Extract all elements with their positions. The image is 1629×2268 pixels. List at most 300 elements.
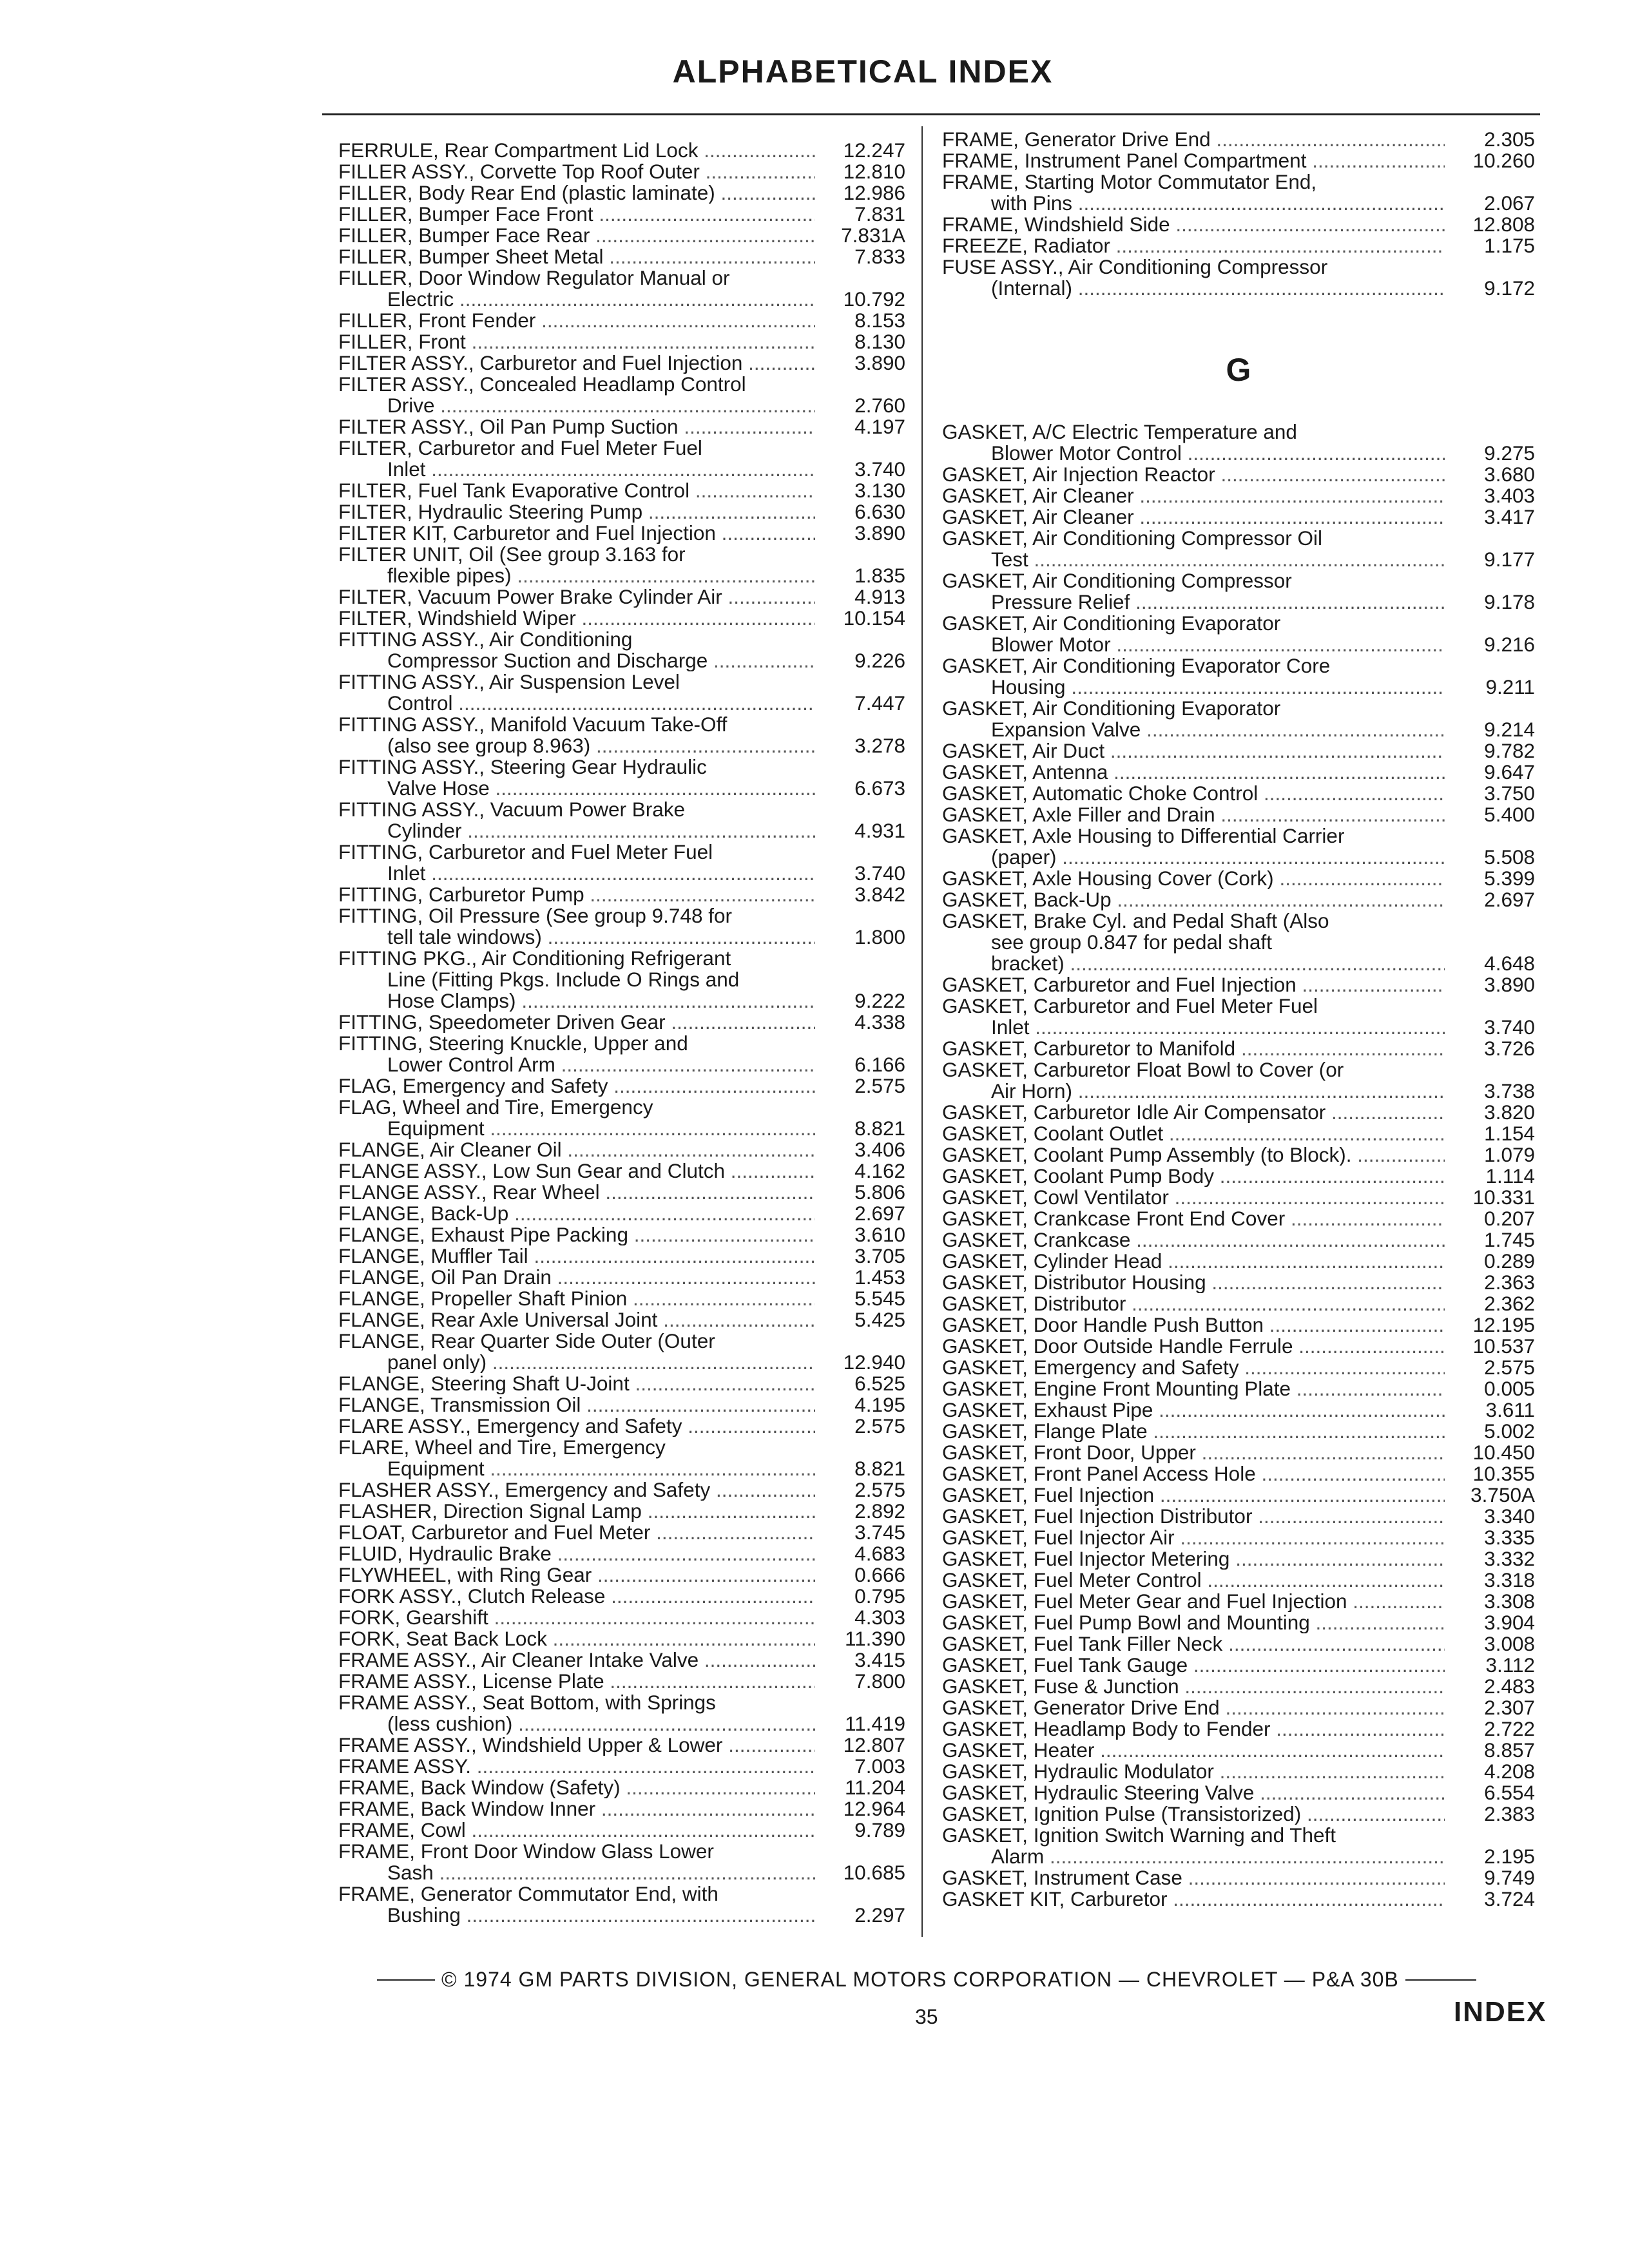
index-entry xyxy=(338,310,905,331)
entry-description xyxy=(338,1798,815,1820)
entry-term: FLANGE, Transmission Oil xyxy=(338,1394,581,1416)
index-entry xyxy=(942,129,1535,150)
entry-description xyxy=(942,1655,1445,1676)
entry-term: FRAME, Back Window (Safety) xyxy=(338,1777,621,1798)
entry-page-ref: 4.162 xyxy=(854,1159,905,1182)
entry-term: GASKET, Fuel Injection xyxy=(942,1485,1155,1506)
entry-page-ref: 9.749 xyxy=(1484,1866,1535,1889)
entry-description xyxy=(942,171,1445,214)
entry-term: GASKET, Air Duct xyxy=(942,740,1105,762)
entry-term: FILTER, Fuel Tank Evaporative Control xyxy=(338,480,690,501)
entry-description xyxy=(338,1649,815,1671)
index-entry xyxy=(942,889,1535,910)
entry-description xyxy=(338,948,815,1012)
entry-page-ref: 2.383 xyxy=(1484,1802,1535,1825)
index-entry xyxy=(942,1038,1535,1059)
entry-page-ref: 3.724 xyxy=(1484,1887,1535,1910)
entry-continuation: Inlet xyxy=(991,1015,1030,1038)
entry-description xyxy=(338,629,815,671)
entry-continuation: Control xyxy=(387,691,453,714)
entry-term: FRAME ASSY., License Plate xyxy=(338,1671,604,1692)
entry-description xyxy=(942,1485,1445,1506)
entry-description xyxy=(338,1033,815,1075)
entry-description xyxy=(338,1735,815,1756)
entry-description xyxy=(942,1867,1445,1888)
entry-page-ref: 4.683 xyxy=(854,1542,905,1565)
entry-term: GASKET, Fuel Tank Gauge xyxy=(942,1655,1188,1676)
entry-page-ref: 10.331 xyxy=(1472,1186,1535,1209)
index-entry xyxy=(338,140,905,161)
entry-description xyxy=(942,1272,1445,1293)
entry-description xyxy=(338,140,815,161)
entry-page-ref: 2.067 xyxy=(1484,191,1535,215)
index-entry xyxy=(338,1012,905,1033)
index-entry xyxy=(338,267,905,310)
entry-continuation: bracket) xyxy=(991,952,1065,974)
entry-page-ref: 9.211 xyxy=(1485,675,1535,698)
entry-description xyxy=(942,256,1445,299)
entry-description xyxy=(942,1357,1445,1378)
entry-page-ref: 2.483 xyxy=(1484,1675,1535,1698)
entry-continuation: Inlet xyxy=(387,457,426,480)
index-entry xyxy=(338,1735,905,1756)
entry-term: FITTING ASSY., Manifold Vacuum Take-Off xyxy=(338,714,728,736)
entry-continuation: (Internal) xyxy=(991,276,1073,299)
entry-page-ref: 5.400 xyxy=(1484,803,1535,826)
entry-term: FITTING ASSY., Steering Gear Hydraulic xyxy=(338,756,707,778)
entry-page-ref: 8.130 xyxy=(854,330,905,353)
index-entry xyxy=(942,1633,1535,1655)
entry-page-ref: 2.575 xyxy=(854,1074,905,1097)
entry-term: GASKET, Crankcase xyxy=(942,1229,1131,1251)
entry-page-ref: 3.318 xyxy=(1484,1568,1535,1591)
entry-term: FILLER ASSY., Corvette Top Roof Outer xyxy=(338,161,700,182)
entry-continuation: Lower Control Arm xyxy=(387,1053,555,1075)
entry-page-ref: 8.153 xyxy=(854,309,905,332)
entry-description xyxy=(942,1251,1445,1272)
entry-continuation: Alarm xyxy=(991,1845,1045,1867)
index-entry xyxy=(338,1883,905,1926)
entry-page-ref: 3.904 xyxy=(1484,1611,1535,1634)
index-entry xyxy=(942,1463,1535,1485)
entry-term: FREEZE, Radiator xyxy=(942,235,1110,256)
entry-continuation: Equipment xyxy=(387,1117,485,1139)
entry-page-ref: 8.821 xyxy=(854,1117,905,1140)
entry-description xyxy=(338,225,815,246)
entry-term: FERRULE, Rear Compartment Lid Lock xyxy=(338,140,699,161)
entry-continuation: panel only) xyxy=(387,1350,487,1373)
entry-term: FILTER, Vacuum Power Brake Cylinder Air xyxy=(338,586,722,608)
entry-description xyxy=(338,1820,815,1841)
entry-term: GASKET, Air Conditioning Compressor Oil xyxy=(942,528,1322,550)
entry-description xyxy=(942,655,1445,698)
index-entry xyxy=(338,1628,905,1649)
entry-term: GASKET, Fuel Injection Distributor xyxy=(942,1506,1253,1527)
index-entry xyxy=(942,1570,1535,1591)
entry-page-ref: 9.216 xyxy=(1484,633,1535,656)
index-entry xyxy=(338,948,905,1012)
entry-continuation: flexible pipes) xyxy=(387,564,512,586)
entry-description xyxy=(338,1841,815,1883)
entry-description xyxy=(942,910,1445,974)
entry-term: GASKET, Air Injection Reactor xyxy=(942,464,1215,485)
index-entry xyxy=(942,1655,1535,1676)
entry-description xyxy=(338,161,815,182)
index-entry xyxy=(942,1867,1535,1888)
entry-page-ref: 10.792 xyxy=(843,287,905,311)
entry-page-ref: 2.892 xyxy=(854,1499,905,1523)
entry-term: FRAME ASSY., Windshield Upper & Lower xyxy=(338,1735,723,1756)
entry-term: FLANGE, Rear Quarter Side Outer (Outer xyxy=(338,1331,715,1352)
index-entry xyxy=(942,171,1535,214)
section-letter-g: G xyxy=(1226,352,1251,388)
entry-continuation: with Pins xyxy=(991,191,1073,214)
entry-page-ref: 3.740 xyxy=(854,457,905,481)
entry-term: GASKET, Flange Plate xyxy=(942,1421,1148,1442)
entry-term: FLARE ASSY., Emergency and Safety xyxy=(338,1416,682,1437)
header-rule xyxy=(322,113,1540,115)
index-entry xyxy=(338,1543,905,1564)
entry-description xyxy=(338,1245,815,1267)
index-entry xyxy=(942,1123,1535,1144)
entry-description xyxy=(942,485,1445,506)
entry-description xyxy=(942,464,1445,485)
entry-term: FLANGE, Back-Up xyxy=(338,1203,509,1224)
index-entry xyxy=(942,1803,1535,1825)
entry-term: FILTER ASSY., Carburetor and Fuel Injection xyxy=(338,352,743,374)
entry-description xyxy=(942,762,1445,783)
entry-page-ref: 12.195 xyxy=(1472,1313,1535,1336)
index-entry xyxy=(338,1841,905,1883)
entry-term: FLUID, Hydraulic Brake xyxy=(338,1543,552,1564)
entry-page-ref: 10.537 xyxy=(1472,1334,1535,1358)
entry-continuation: Sash xyxy=(387,1861,434,1883)
entry-page-ref: 3.008 xyxy=(1484,1632,1535,1655)
entry-page-ref: 6.673 xyxy=(854,776,905,800)
entry-description xyxy=(338,905,815,948)
index-entry xyxy=(942,1591,1535,1612)
index-entry xyxy=(338,480,905,501)
entry-description xyxy=(338,523,815,544)
entry-continuation: (also see group 8.963) xyxy=(387,734,591,756)
entry-description xyxy=(942,1633,1445,1655)
index-entry xyxy=(338,1564,905,1586)
entry-description xyxy=(942,1399,1445,1421)
entry-page-ref: 2.307 xyxy=(1484,1696,1535,1719)
index-entry xyxy=(338,1479,905,1501)
entry-page-ref: 6.554 xyxy=(1484,1781,1535,1804)
entry-term: GASKET, A/C Electric Temperature and xyxy=(942,421,1297,443)
entry-term: FITTING, Carburetor and Fuel Meter Fuel xyxy=(338,841,713,863)
entry-term: GASKET, Fuel Meter Gear and Fuel Injection xyxy=(942,1591,1347,1612)
entry-description xyxy=(338,671,815,714)
entry-page-ref: 3.740 xyxy=(1484,1015,1535,1039)
entry-page-ref: 9.222 xyxy=(854,989,905,1012)
entry-description xyxy=(338,1182,815,1203)
entry-page-ref: 2.305 xyxy=(1484,128,1535,151)
index-entry xyxy=(942,235,1535,256)
entry-description xyxy=(338,1522,815,1543)
entry-description xyxy=(942,506,1445,528)
entry-description xyxy=(942,570,1445,613)
index-entry xyxy=(942,150,1535,171)
entry-page-ref: 3.403 xyxy=(1484,484,1535,507)
entry-description xyxy=(942,740,1445,762)
entry-term: GASKET, Emergency and Safety xyxy=(942,1357,1239,1378)
index-entry xyxy=(338,544,905,586)
entry-term: GASKET, Air Conditioning Evaporator xyxy=(942,613,1281,635)
entry-page-ref: 12.964 xyxy=(843,1797,905,1820)
entry-page-ref: 3.890 xyxy=(1484,973,1535,996)
entry-description xyxy=(942,613,1445,655)
entry-description xyxy=(338,1883,815,1926)
entry-term: FLANGE ASSY., Rear Wheel xyxy=(338,1182,600,1203)
entry-page-ref: 3.705 xyxy=(854,1244,905,1267)
entry-term: FITTING, Oil Pressure (See group 9.748 for xyxy=(338,905,732,927)
index-entry xyxy=(338,714,905,756)
entry-description xyxy=(942,1718,1445,1740)
entry-term: FILLER, Body Rear End (plastic laminate) xyxy=(338,182,715,204)
entry-description xyxy=(942,129,1445,150)
index-entry xyxy=(942,1761,1535,1782)
entry-page-ref: 3.335 xyxy=(1484,1526,1535,1549)
index-entry xyxy=(942,528,1535,570)
index-entry xyxy=(942,783,1535,804)
entry-description xyxy=(338,1564,815,1586)
entry-term: FILLER, Door Window Regulator Manual or xyxy=(338,267,730,289)
entry-page-ref: 7.831 xyxy=(854,202,905,226)
entry-description xyxy=(338,1692,815,1735)
index-entry xyxy=(338,1182,905,1203)
index-entry xyxy=(338,1267,905,1288)
index-entry xyxy=(338,884,905,905)
entry-description xyxy=(942,1527,1445,1548)
entry-term: GASKET, Air Conditioning Evaporator Core xyxy=(942,655,1331,677)
entry-page-ref: 7.833 xyxy=(854,245,905,268)
footer-rule-left xyxy=(377,1979,435,1981)
entry-description xyxy=(942,1123,1445,1144)
entry-continuation: Expansion Valve xyxy=(991,718,1141,740)
entry-page-ref: 1.154 xyxy=(1484,1122,1535,1145)
entry-term: FILLER, Bumper Sheet Metal xyxy=(338,246,604,267)
entry-description xyxy=(338,1586,815,1607)
index-entry xyxy=(338,1288,905,1309)
index-entry xyxy=(338,374,905,416)
entry-page-ref: 7.447 xyxy=(854,691,905,715)
page-footer xyxy=(371,1968,1550,1992)
entry-page-ref: 6.166 xyxy=(854,1053,905,1076)
entry-page-ref: 2.575 xyxy=(1484,1356,1535,1379)
entry-continuation: Hose Clamps) xyxy=(387,989,516,1012)
page-title: ALPHABETICAL INDEX xyxy=(672,53,1054,90)
entry-description xyxy=(338,480,815,501)
entry-description xyxy=(942,1442,1445,1463)
index-entry xyxy=(942,1888,1535,1910)
entry-page-ref: 2.575 xyxy=(854,1414,905,1437)
entry-description xyxy=(338,1075,815,1097)
entry-term: GASKET, Hydraulic Modulator xyxy=(942,1761,1214,1782)
index-entry xyxy=(338,1501,905,1522)
index-entry xyxy=(338,1416,905,1437)
entry-description xyxy=(942,1740,1445,1761)
entry-page-ref: 0.666 xyxy=(854,1563,905,1586)
entry-description xyxy=(338,1607,815,1628)
index-entry xyxy=(338,437,905,480)
entry-term: GASKET, Distributor xyxy=(942,1293,1126,1314)
index-entry xyxy=(338,1224,905,1245)
entry-term: FLANGE, Exhaust Pipe Packing xyxy=(338,1224,628,1245)
entry-description xyxy=(942,1697,1445,1718)
entry-page-ref: 3.738 xyxy=(1484,1079,1535,1102)
index-entry xyxy=(338,1160,905,1182)
entry-term: GASKET, Coolant Pump Assembly (to Block). xyxy=(942,1144,1352,1166)
entry-term: GASKET, Ignition Pulse (Transistorized) xyxy=(942,1803,1302,1825)
entry-term: GASKET, Carburetor to Manifold xyxy=(942,1038,1236,1059)
entry-continuation: Cylinder xyxy=(387,819,462,841)
entry-page-ref: 1.453 xyxy=(854,1265,905,1289)
entry-page-ref: 2.363 xyxy=(1484,1271,1535,1294)
entry-continuation: Line (Fitting Pkgs. Include O Rings and xyxy=(387,968,740,991)
entry-page-ref: 3.415 xyxy=(854,1648,905,1671)
entry-description xyxy=(942,1314,1445,1336)
entry-term: GASKET, Generator Drive End xyxy=(942,1697,1220,1718)
index-entry xyxy=(338,1777,905,1798)
index-entry xyxy=(942,613,1535,655)
index-entry xyxy=(942,1676,1535,1697)
index-entry xyxy=(338,246,905,267)
index-entry xyxy=(942,1187,1535,1208)
entry-page-ref: 1.114 xyxy=(1485,1164,1535,1187)
entry-term: GASKET, Door Outside Handle Ferrule xyxy=(942,1336,1293,1357)
entry-page-ref: 9.275 xyxy=(1484,441,1535,465)
index-entry xyxy=(942,1697,1535,1718)
entry-term: GASKET, Air Cleaner xyxy=(942,485,1134,506)
entry-term: GASKET, Air Conditioning Compressor xyxy=(942,570,1292,592)
entry-page-ref: 4.208 xyxy=(1484,1760,1535,1783)
entry-description xyxy=(338,1756,815,1777)
entry-page-ref: 3.340 xyxy=(1484,1504,1535,1528)
entry-term: FITTING ASSY., Air Conditioning xyxy=(338,629,633,651)
entry-description xyxy=(338,1501,815,1522)
index-entry xyxy=(338,1331,905,1373)
index-entry xyxy=(338,756,905,799)
left-index-column xyxy=(338,140,905,1926)
entry-description xyxy=(338,1288,815,1309)
entry-page-ref: 1.079 xyxy=(1484,1143,1535,1166)
index-entry xyxy=(942,1229,1535,1251)
entry-term: GASKET, Coolant Outlet xyxy=(942,1123,1164,1144)
entry-term: FLANGE, Steering Shaft U-Joint xyxy=(338,1373,630,1394)
entry-description xyxy=(338,1224,815,1245)
entry-description xyxy=(942,1208,1445,1229)
index-entry xyxy=(338,671,905,714)
entry-description xyxy=(338,1777,815,1798)
entry-page-ref: 3.610 xyxy=(854,1223,905,1246)
entry-term: FRAME, Starting Motor Commutator End, xyxy=(942,171,1317,193)
entry-page-ref: 9.789 xyxy=(854,1818,905,1841)
entry-term: GASKET, Air Cleaner xyxy=(942,506,1134,528)
entry-term: GASKET, Front Door, Upper xyxy=(942,1442,1196,1463)
entry-page-ref: 0.289 xyxy=(1484,1249,1535,1273)
entry-page-ref: 10.685 xyxy=(843,1861,905,1884)
entry-term: FRAME, Generator Drive End xyxy=(942,129,1211,150)
entry-page-ref: 9.647 xyxy=(1484,760,1535,783)
index-label: INDEX xyxy=(1454,1996,1547,2028)
entry-page-ref: 1.835 xyxy=(854,564,905,587)
entry-description xyxy=(942,825,1445,868)
entry-description xyxy=(942,804,1445,825)
entry-term: FITTING ASSY., Air Suspension Level xyxy=(338,671,680,693)
entry-term: GASKET, Carburetor Float Bowl to Cover (or xyxy=(942,1059,1344,1081)
index-entry xyxy=(338,225,905,246)
entry-description xyxy=(338,1160,815,1182)
entry-page-ref: 3.406 xyxy=(854,1138,905,1161)
entry-description xyxy=(338,544,815,586)
entry-term: GASKET, Heater xyxy=(942,1740,1095,1761)
entry-term: GASKET KIT, Carburetor xyxy=(942,1888,1168,1910)
entry-description xyxy=(338,1394,815,1416)
entry-continuation: Equipment xyxy=(387,1457,485,1479)
entry-page-ref: 9.172 xyxy=(1484,276,1535,300)
index-entry xyxy=(942,1442,1535,1463)
entry-page-ref: 3.308 xyxy=(1484,1590,1535,1613)
entry-page-ref: 12.808 xyxy=(1472,213,1535,236)
index-entry xyxy=(338,1097,905,1139)
index-entry xyxy=(942,1718,1535,1740)
index-entry xyxy=(338,1309,905,1331)
index-entry xyxy=(942,1548,1535,1570)
entry-page-ref: 2.722 xyxy=(1484,1717,1535,1740)
entry-term: FORK, Seat Back Lock xyxy=(338,1628,547,1649)
index-entry xyxy=(942,1102,1535,1123)
entry-description xyxy=(942,783,1445,804)
entry-page-ref: 1.175 xyxy=(1484,234,1535,257)
entry-page-ref: 3.745 xyxy=(854,1521,905,1544)
index-entry xyxy=(338,1756,905,1777)
entry-description xyxy=(942,1612,1445,1633)
entry-term: GASKET, Fuel Meter Control xyxy=(942,1570,1202,1591)
entry-description xyxy=(942,1506,1445,1527)
entry-page-ref: 11.419 xyxy=(844,1712,905,1735)
entry-page-ref: 2.297 xyxy=(854,1903,905,1927)
entry-description xyxy=(338,1479,815,1501)
index-entry xyxy=(942,740,1535,762)
entry-term: FLASHER, Direction Signal Lamp xyxy=(338,1501,642,1522)
entry-description xyxy=(338,501,815,523)
entry-page-ref: 2.760 xyxy=(854,394,905,417)
entry-page-ref: 2.575 xyxy=(854,1478,905,1501)
entry-page-ref: 4.931 xyxy=(854,819,905,842)
entry-term: FILTER, Carburetor and Fuel Meter Fuel xyxy=(338,437,702,459)
entry-description xyxy=(942,214,1445,235)
entry-description xyxy=(942,1676,1445,1697)
entry-continuation: Valve Hose xyxy=(387,776,490,799)
entry-term: FRAME, Back Window Inner xyxy=(338,1798,596,1820)
entry-page-ref: 3.820 xyxy=(1484,1100,1535,1124)
entry-description xyxy=(942,1336,1445,1357)
index-entry xyxy=(942,1293,1535,1314)
entry-description xyxy=(338,204,815,225)
entry-term: FILTER ASSY., Oil Pan Pump Suction xyxy=(338,416,679,437)
entry-term: FILLER, Bumper Face Front xyxy=(338,204,593,225)
entry-page-ref: 3.130 xyxy=(854,479,905,502)
right-index-column xyxy=(942,129,1535,1910)
index-entry xyxy=(338,523,905,544)
entry-continuation: Electric xyxy=(387,287,454,310)
index-entry xyxy=(338,1607,905,1628)
entry-description xyxy=(338,1416,815,1437)
entry-page-ref: 9.178 xyxy=(1484,590,1535,613)
